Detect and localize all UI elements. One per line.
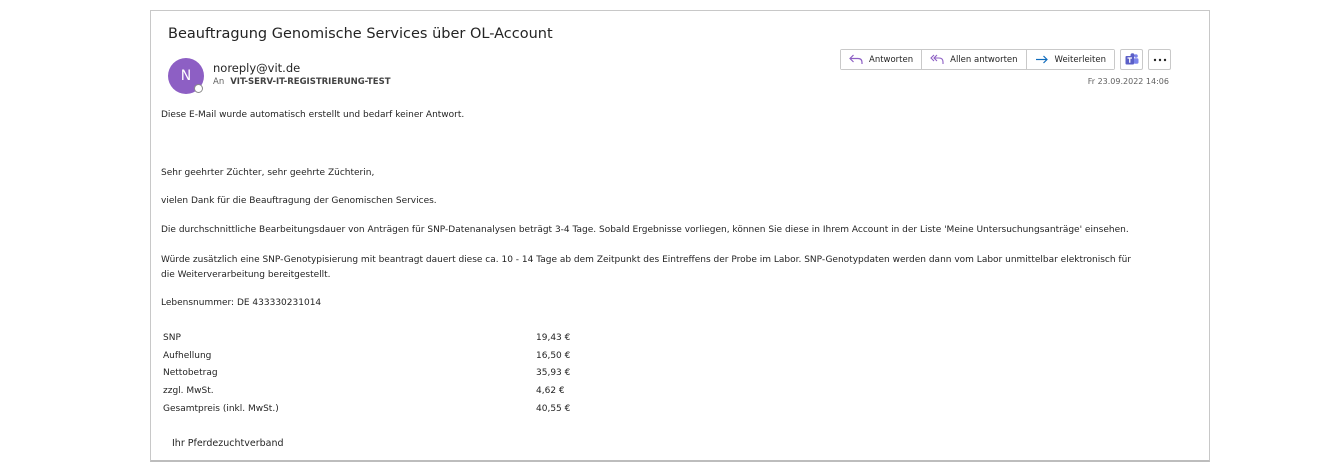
more-icon bbox=[1153, 58, 1167, 62]
table-row bbox=[163, 364, 570, 382]
forward-button[interactable] bbox=[1027, 50, 1114, 69]
price-value: 35,93 € bbox=[536, 368, 571, 379]
reply-all-button[interactable] bbox=[922, 50, 1026, 69]
price-label: Nettobetrag bbox=[163, 368, 218, 379]
price-table bbox=[163, 329, 570, 417]
reply-icon bbox=[849, 54, 863, 65]
table-row bbox=[163, 400, 570, 418]
price-label: zzgl. MwSt. bbox=[163, 385, 214, 396]
price-value: 40,55 € bbox=[536, 403, 571, 414]
reply-all-label: Allen antworten bbox=[950, 54, 1018, 65]
recipient-line bbox=[213, 77, 391, 87]
table-row bbox=[163, 329, 570, 347]
table-row bbox=[163, 347, 570, 365]
price-value: 19,43 € bbox=[536, 332, 571, 343]
forward-label: Weiterleiten bbox=[1054, 54, 1106, 65]
price-value: 4,62 € bbox=[536, 385, 565, 396]
received-date: Fr 23.09.2022 14:06 bbox=[1087, 77, 1169, 86]
message-actions bbox=[840, 49, 1171, 70]
forward-icon bbox=[1035, 54, 1049, 65]
genotyping-text-line2: die Weiterverarbeitung bereitgestellt. bbox=[161, 270, 331, 280]
avatar-initial: N bbox=[180, 68, 192, 84]
price-label: Aufhellung bbox=[163, 350, 212, 361]
sender-address[interactable]: noreply@vit.de bbox=[213, 61, 301, 75]
teams-icon bbox=[1125, 53, 1139, 66]
price-label: SNP bbox=[163, 332, 181, 343]
genotyping-text-line1: Würde zusätzlich eine SNP-Genotypisierung mit beantragt dauert diese ca. 10 - 14 Tage ab dem Zeitpunkt des Eintreffens der Probe im Labor. SNP-Genotypdaten werden dann vom Labor unmittelbar elektronisch für bbox=[161, 255, 1131, 265]
duration-text: Die durchschnittliche Bearbeitungsdauer von Anträgen für SNP-Datenanalysen beträgt 3-4 Tage. Sobald Ergebnisse vorliegen, können Sie diese in Ihrem Account in der Liste 'Meine Untersuchungsanträge' einsehen. bbox=[161, 225, 1129, 235]
reply-label: Antworten bbox=[869, 54, 914, 65]
reply-button-group bbox=[840, 49, 1115, 70]
reply-button[interactable] bbox=[841, 50, 922, 69]
email-subject: Beauftragung Genomische Services über OL-Account bbox=[168, 26, 553, 42]
signature-text: Ihr Pferdezuchtverband bbox=[172, 438, 284, 449]
presence-status-icon bbox=[194, 84, 203, 93]
thanks-text: vielen Dank für die Beauftragung der Genomischen Services. bbox=[161, 196, 437, 206]
price-label: Gesamtpreis (inkl. MwSt.) bbox=[163, 403, 279, 414]
recipient-name[interactable]: VIT-SERV-IT-REGISTRIERUNG-TEST bbox=[230, 77, 391, 87]
more-options-button[interactable] bbox=[1148, 49, 1171, 70]
life-number-text: Lebensnummer: DE 433330231014 bbox=[161, 298, 322, 308]
email-reading-pane bbox=[150, 10, 1210, 462]
teams-button[interactable] bbox=[1120, 49, 1143, 70]
to-label: An bbox=[213, 77, 225, 87]
reply-all-icon bbox=[930, 54, 944, 65]
price-value: 16,50 € bbox=[536, 350, 571, 361]
auto-note-text: Diese E-Mail wurde automatisch erstellt und bedarf keiner Antwort. bbox=[161, 110, 465, 120]
table-row bbox=[163, 382, 570, 400]
greeting-text: Sehr geehrter Züchter, sehr geehrte Züchterin, bbox=[161, 168, 375, 178]
